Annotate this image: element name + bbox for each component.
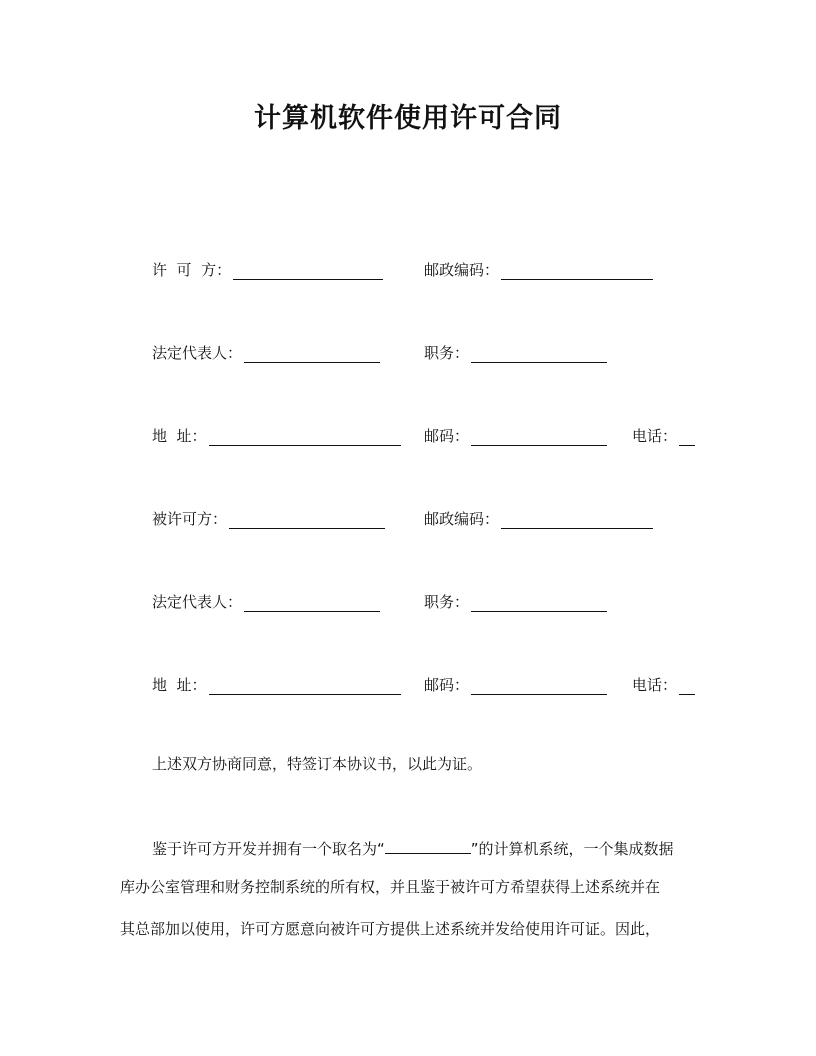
licensee-rep-row bbox=[0, 586, 816, 612]
licensor-rep-row bbox=[0, 337, 816, 363]
licensee-position-field bbox=[424, 586, 607, 612]
licensor-position-label: 职务： bbox=[424, 344, 470, 362]
recital-line-2: 库办公室管理和财务控制系统的所有权，并且鉴于被许可方希望获得上述系统并在 bbox=[120, 878, 661, 896]
licensor-name-field bbox=[152, 254, 383, 280]
licensee-zip-blank[interactable] bbox=[471, 674, 607, 695]
licensor-phone-field bbox=[632, 420, 695, 446]
licensee-address-field bbox=[152, 669, 401, 695]
licensor-rep-label: 法定代表人： bbox=[152, 344, 243, 362]
licensor-postal-label: 邮政编码： bbox=[424, 261, 500, 279]
agreement-statement: 上述双方协商同意，特签订本协议书，以此为证。 bbox=[152, 755, 483, 773]
licensee-zip-field bbox=[424, 669, 607, 695]
licensee-name-blank[interactable] bbox=[229, 508, 385, 529]
licensor-postal-field bbox=[424, 254, 653, 280]
licensor-zip-blank[interactable] bbox=[471, 425, 607, 446]
licensee-rep-field bbox=[152, 586, 380, 612]
licensee-postal-blank[interactable] bbox=[501, 508, 653, 529]
licensor-address-label: 地 址： bbox=[152, 427, 207, 445]
licensee-party-row bbox=[0, 503, 816, 529]
system-name-blank[interactable] bbox=[385, 837, 471, 854]
licensee-phone-blank[interactable] bbox=[679, 674, 695, 695]
recital-line-3: 其总部加以使用，许可方愿意向被许可方提供上述系统并发给使用许可证。因此， bbox=[120, 920, 661, 938]
licensor-address-field bbox=[152, 420, 401, 446]
licensee-phone-field bbox=[632, 669, 695, 695]
licensee-name-label: 被许可方： bbox=[152, 510, 228, 528]
licensee-address-row bbox=[0, 669, 816, 695]
recital-line-1-after: ”的计算机系统，一个集成数据 bbox=[470, 840, 674, 858]
licensor-address-row bbox=[0, 420, 816, 446]
licensee-rep-label: 法定代表人： bbox=[152, 593, 243, 611]
licensor-position-blank[interactable] bbox=[471, 342, 607, 363]
recital-line-1-before: 鉴于许可方开发并拥有一个取名为“ bbox=[152, 840, 385, 858]
document-title: 计算机软件使用许可合同 bbox=[254, 103, 562, 134]
licensee-zip-label: 邮码： bbox=[424, 676, 470, 694]
recital-line-1 bbox=[152, 837, 674, 859]
licensee-postal-label: 邮政编码： bbox=[424, 510, 500, 528]
licensee-name-field bbox=[152, 503, 385, 529]
licensee-phone-label: 电话： bbox=[632, 676, 678, 694]
licensor-address-blank[interactable] bbox=[209, 425, 401, 446]
licensor-position-field bbox=[424, 337, 607, 363]
licensor-party-row bbox=[0, 254, 816, 280]
licensor-rep-field bbox=[152, 337, 380, 363]
licensor-zip-field bbox=[424, 420, 607, 446]
licensee-position-blank[interactable] bbox=[471, 591, 607, 612]
licensor-phone-label: 电话： bbox=[632, 427, 678, 445]
licensee-postal-field bbox=[424, 503, 653, 529]
licensee-address-label: 地 址： bbox=[152, 676, 207, 694]
licensee-position-label: 职务： bbox=[424, 593, 470, 611]
licensor-zip-label: 邮码： bbox=[424, 427, 470, 445]
licensor-name-blank[interactable] bbox=[233, 259, 383, 280]
licensee-rep-blank[interactable] bbox=[244, 591, 380, 612]
licensor-rep-blank[interactable] bbox=[244, 342, 380, 363]
licensee-address-blank[interactable] bbox=[209, 674, 401, 695]
licensor-name-label: 许 可 方： bbox=[152, 261, 232, 279]
licensor-postal-blank[interactable] bbox=[501, 259, 653, 280]
licensor-phone-blank[interactable] bbox=[679, 425, 695, 446]
